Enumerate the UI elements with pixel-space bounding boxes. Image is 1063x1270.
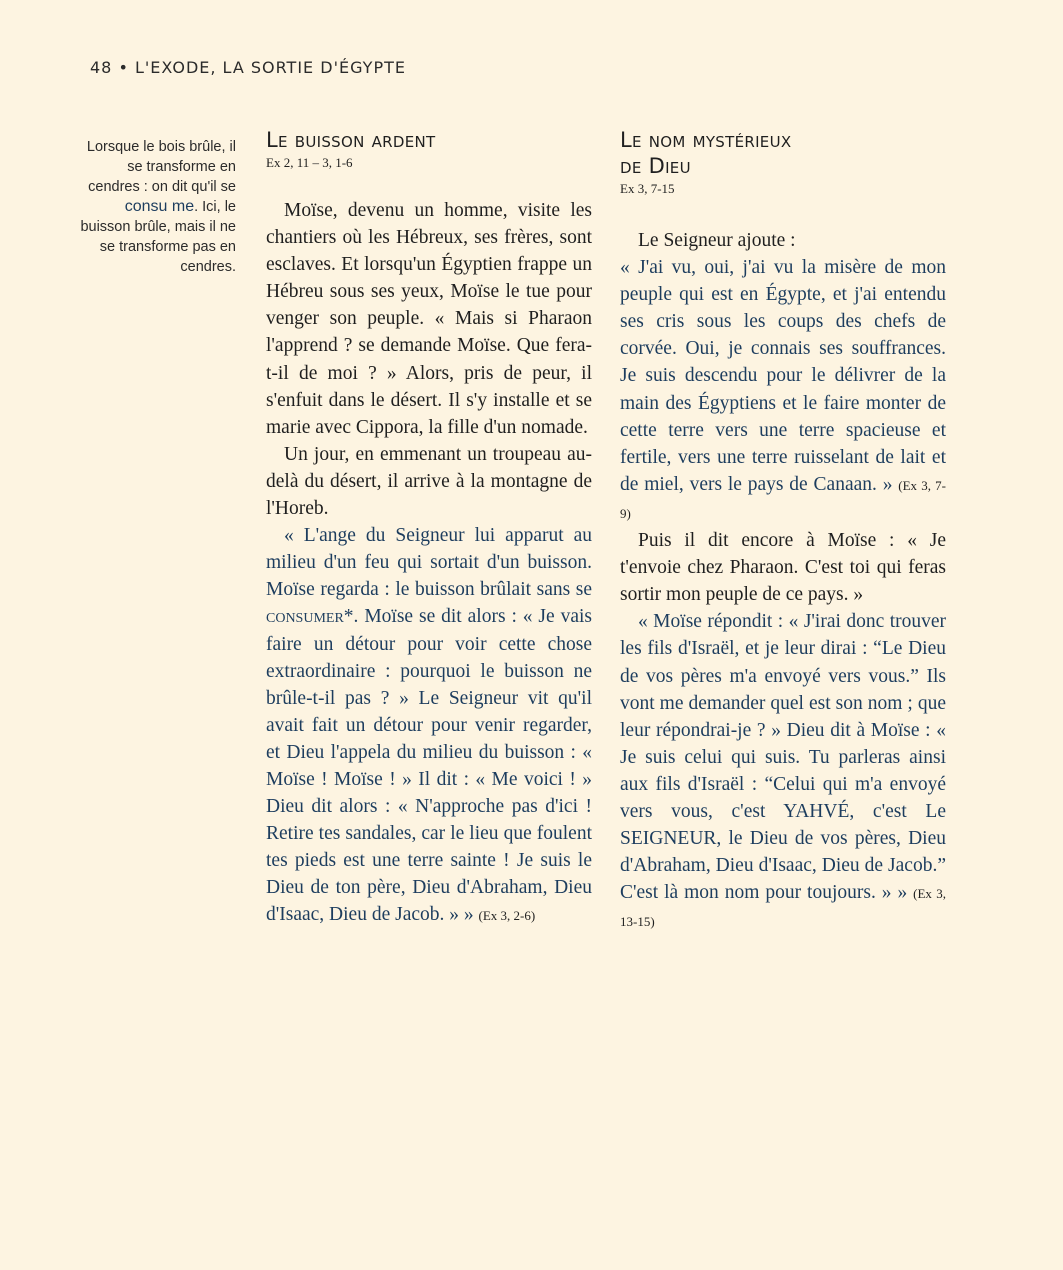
section-body [266,197,592,930]
scripture-paragraph [620,254,946,527]
chapter-title: L'EXODE, LA SORTIE D'ÉGYPTE [134,58,406,77]
scripture-text: « J'ai vu, oui, j'ai vu la misère de mon peuple qui est en Égypte, et j'ai entendu ses cris sous les coups des chefs de corvée. Oui, je connais ses souffrances. Je suis descendu pour le délivrer de la main des Égyptiens et le faire monter de cette terre vers une terre spacieuse et fertile, vers une terre ruisselant de lait et de miel, vers le pays de Canaan. » [620,257,946,495]
sidenote-text-after: . Ici, le buisson brûle, mais il ne se transforme pas en cendres. [80,199,236,275]
paragraph: Moïse, devenu un homme, visite les chantiers où les Hébreux, ses frères, sont esclaves. Et lorsqu'un Égyptien frappe un Hébreu sous ses yeux, Moïse le tue pour venger son peuple. « Mais si Pharaon l'apprend ? se demande Moïse. Que fera-t-il de moi ? » Alors, pris de peur, il s'enfuit dans le désert. Il s'y installe et se marie avec Cippora, la fille d'un nomade. [266,200,592,438]
paragraph: Un jour, en emmenant un troupeau au-delà du désert, il arrive à la montagne de l'Horeb. [266,443,592,520]
scripture-text: « Moïse répondit : « J'irai donc trouver les fils d'Israël, et je leur dirai : “Le Dieu de vos pères m'a envoyé vers vous.” Ils vont me demander quel est son nom ; que leur répondrai-je ? » Dieu dit à Moïse : « Je suis celui qui suis. Tu parleras ainsi aux fils d'Israël : “Celui qui m'a envoyé vers vous, c'est YAHVÉ, c'est Le SEIGNEUR, le Dieu de vos pères, Dieu d'Abraham, Dieu d'Isaac, Dieu de Jacob.” C'est là mon nom pour toujours. » » [620,611,946,904]
section-reference: Ex 2, 11 – 3, 1-6 [266,155,353,170]
section-reference: Ex 3, 7-15 [620,181,675,196]
right-column [620,127,946,935]
citation: (Ex 3, 2-6) [478,908,536,924]
section-title-nom [620,127,946,179]
sidenote [80,137,236,277]
section-body [620,227,946,935]
header-separator: • [118,58,129,77]
page-number: 48 [90,58,113,77]
paragraph: Le Seigneur ajoute : [638,230,796,251]
citation: (Ex 3, 7-9) [620,477,947,521]
scripture-paragraph [620,608,946,935]
scripture-paragraph [266,522,592,929]
title-line: Le nom mystérieux [620,128,792,152]
scripture-text: . Moïse se dit alors : « Je vais faire un détour pour voir cette chose extraordinaire : pourquoi le buisson ne brûle-t-il pas ? » Le Seigneur vit qu'il avait fait un détour pour venir regarder, et Dieu l'appela du milieu du buisson : « Moïse ! Moïse ! » Il dit : « Me voici ! » Dieu dit alors : « N'approche pas d'ici ! Retire tes sandales, car le lieu que foulent tes pieds est une terre sainte ! Je suis le Dieu de ton père, Dieu d'Abraham, Dieu d'Isaac, Dieu de Jacob. » » [266,606,592,926]
scripture-text: « L'ange du Seigneur lui apparut au milieu d'un feu qui sortait d'un buisson. Moïse regarda : le buisson brûlait sans se [266,525,592,601]
left-column [266,127,592,930]
running-head [90,58,406,77]
glossary-term: consumer* [266,606,354,628]
title-line: de Dieu [620,154,691,178]
sidenote-keyword: consu me [124,198,195,215]
citation: (Ex 3, 13-15) [620,886,946,930]
section-title-buisson: Le buisson ardent [266,128,436,152]
paragraph: Puis il dit encore à Moïse : « Je t'envoie chez Pharaon. C'est toi qui feras sortir mon peuple de ce pays. » [620,530,946,606]
sidenote-text-before: Lorsque le bois brûle, il se transforme en cendres : on dit qu'il se [86,139,236,195]
